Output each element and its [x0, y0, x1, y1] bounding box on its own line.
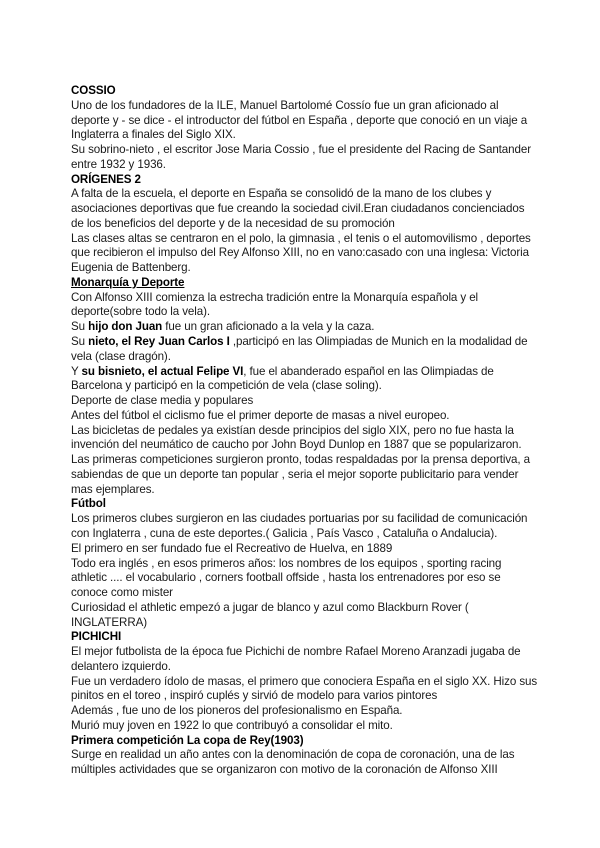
text-line	[71, 99, 541, 114]
bold-text: Primera competición La copa de Rey(1903)	[71, 733, 304, 747]
text-line	[71, 365, 541, 380]
text-line	[71, 468, 541, 483]
text-line	[71, 438, 541, 453]
text: mas ejemplares.	[71, 482, 155, 496]
text: Además , fue uno de los pioneros del profesionalismo en España.	[71, 704, 403, 718]
text-line	[71, 202, 541, 217]
text-line	[71, 291, 541, 306]
text-line	[71, 512, 541, 527]
text: Su	[71, 320, 89, 334]
text: Barcelona y participó en la competición de vela (clase soling).	[71, 379, 382, 393]
bold-text: ORÍGENES 2	[71, 172, 141, 186]
bold-text: COSSIO	[71, 84, 116, 97]
section-heading	[71, 84, 541, 99]
text: Inglaterra a finales del Siglo XIX.	[71, 128, 236, 142]
text: Antes del fútbol el ciclismo fue el primer deporte de masas a nivel europeo.	[71, 408, 450, 422]
text: Y	[71, 364, 82, 378]
text-line	[71, 527, 541, 542]
text: Las primeras competiciones surgieron pronto, todas respaldadas por la prensa deportiva, a	[71, 453, 530, 467]
text-line	[71, 763, 541, 778]
text-line	[71, 187, 541, 202]
text: , fue el abanderado español en las Olimpiadas de	[243, 364, 494, 378]
text-line	[71, 601, 541, 616]
text-line	[71, 675, 541, 690]
text-line	[71, 143, 541, 158]
text-line	[71, 350, 541, 365]
text: conoce como mister	[71, 586, 173, 600]
text-line	[71, 217, 541, 232]
bold-text: Monarquía y Deporte	[71, 275, 185, 289]
text-line	[71, 645, 541, 660]
text-line	[71, 261, 541, 276]
text: Uno de los fundadores de la ILE, Manuel Bartolomé Cossío fue un gran aficionado al	[71, 98, 499, 112]
text-line	[71, 571, 541, 586]
text: athletic .... el vocabulario , corners football offside , hasta los entrenadores por eso se	[71, 571, 501, 585]
section-heading	[71, 497, 541, 512]
text: de los beneficios del deporte y de la necesidad de su promoción	[71, 216, 395, 230]
text: El mejor futbolista de la época fue Pichichi de nombre Rafael Moreno Aranzadi jugaba de	[71, 645, 521, 659]
text: delantero izquierdo.	[71, 659, 171, 673]
text-line	[71, 557, 541, 572]
text-line	[71, 114, 541, 129]
text: Los primeros clubes surgieron en las ciudades portuarias por su facilidad de comunicación	[71, 512, 528, 526]
text: INGLATERRA)	[71, 615, 147, 629]
text-line	[71, 246, 541, 261]
text-line	[71, 453, 541, 468]
text-line	[71, 586, 541, 601]
document-page	[71, 84, 541, 778]
text: fue un gran aficionado a la vela y la caza.	[162, 320, 375, 334]
text: vela (clase dragón).	[71, 349, 171, 363]
text-line	[71, 616, 541, 631]
text: Las bicicletas de pedales ya existían desde principios del siglo XIX, pero no fue hasta la	[71, 423, 514, 437]
section-heading	[71, 276, 541, 291]
text: Su	[71, 335, 89, 349]
text-line	[71, 128, 541, 143]
section-heading	[71, 734, 541, 749]
bold-text: su bisnieto, el actual Felipe VI	[81, 364, 244, 378]
text-line	[71, 232, 541, 247]
bold-text: Fútbol	[71, 497, 106, 511]
text-line	[71, 305, 541, 320]
text: Curiosidad el athletic empezó a jugar de blanco y azul como Blackburn Rover (	[71, 600, 469, 614]
text: entre 1932 y 1936.	[71, 157, 166, 171]
text: El primero en ser fundado fue el Recreativo de Huelva, en 1889	[71, 541, 393, 555]
text: Murió muy joven en 1922 lo que contribuyó a consolidar el mito.	[71, 718, 393, 732]
text-line	[71, 689, 541, 704]
bold-text: nieto, el Rey Juan Carlos I	[88, 335, 230, 349]
bold-text: hijo don Juan	[88, 320, 163, 334]
text: que recibieron el impulso del Rey Alfonso XIII, no en vano:casado con una inglesa: Victoria	[71, 246, 529, 260]
text: A falta de la escuela, el deporte en España se consolidó de la mano de los clubes y	[71, 187, 492, 201]
text: Las clases altas se centraron en el polo, la gimnasia , el tenis o el automovilismo , deportes	[71, 231, 531, 245]
text-line	[71, 483, 541, 498]
text: Fue un verdadero ídolo de masas, el primero que conociera España en el siglo XX. Hizo sus	[71, 674, 538, 688]
text-line	[71, 748, 541, 763]
text-line	[71, 660, 541, 675]
text: Todo era inglés , en esos primeros años: los nombres de los equipos , sporting racing	[71, 556, 502, 570]
text: invención del neumático de caucho por John Boyd Dunlop en 1887 que se popularizaron.	[71, 438, 522, 452]
text-line	[71, 158, 541, 173]
bold-text: PICHICHI	[71, 630, 122, 644]
text-line	[71, 409, 541, 424]
text: Eugenia de Battenberg.	[71, 261, 191, 275]
section-heading	[71, 173, 541, 188]
text-line	[71, 424, 541, 439]
section-heading	[71, 630, 541, 645]
text-line	[71, 719, 541, 734]
text-line	[71, 704, 541, 719]
text: asociaciones deportivas que fue creando la sociedad civil.Eran ciudadanos concienciados	[71, 202, 525, 216]
text: Deporte de clase media y populares	[71, 394, 254, 408]
text: Surge en realidad un año antes con la denominación de copa de coronación, una de las	[71, 748, 515, 762]
text: pinitos en el toreo , inspiró cuplés y sirvió de modelo para varios pintores	[71, 689, 438, 703]
text: Su sobrino-nieto , el escritor Jose Maria Cossio , fue el presidente del Racing de Santander	[71, 143, 531, 157]
text-line	[71, 542, 541, 557]
text-line	[71, 335, 541, 350]
text: deporte(sobre todo la vela).	[71, 305, 210, 319]
text: ,participó en las Olimpiadas de Munich en la modalidad de	[229, 335, 528, 349]
text: con Inglaterra , cuna de este deportes.( Galicia , País Vasco , Cataluña o Andalucia).	[71, 526, 498, 540]
text-line	[71, 394, 541, 409]
text: múltiples actividades que se organizaron con motivo de la coronación de Alfonso XIII	[71, 763, 498, 777]
text: sabiendas de que un deporte tan popular , seria el mejor soporte publicitario para vender	[71, 467, 519, 481]
text: deporte y - se dice - el introductor del fútbol en España , deporte que conoció en un viaje a	[71, 113, 528, 127]
text-line	[71, 320, 541, 335]
text-line	[71, 379, 541, 394]
text: Con Alfonso XIII comienza la estrecha tradición entre la Monarquía española y el	[71, 290, 479, 304]
